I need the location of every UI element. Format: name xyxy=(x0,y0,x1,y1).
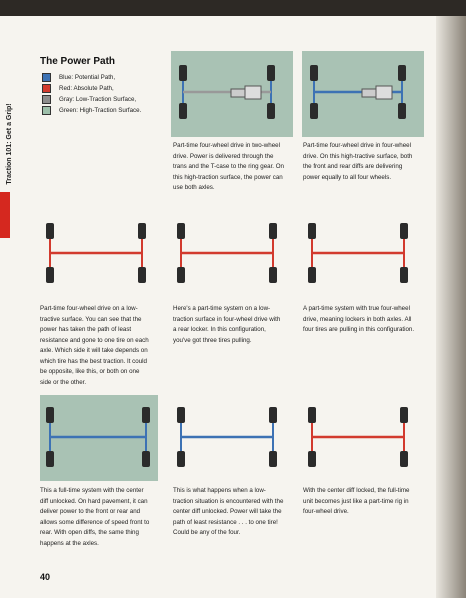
legend-item-blue xyxy=(42,72,141,83)
chapter-tab xyxy=(0,192,10,238)
caption-2: Part-time four-wheel drive in four-wheel drive. On this high-tractive surface, both the front and rear diffs are delivering power equally to all four wheels. xyxy=(303,142,413,181)
drivetrain-diagram-3 xyxy=(40,223,154,285)
page-gutter-shadow xyxy=(436,16,466,598)
caption-6: This a full-time system with the center diff unlocked. On hard pavement, it can deliver power to the front or rear and allows some difference of speed front to rear. With open diffs, the same thing happens at the axles. xyxy=(40,487,150,547)
caption-8: With the center diff locked, the full-time unit becomes just like a part-time rig in four-wheel drive. xyxy=(303,487,410,515)
drivetrain-diagram-6 xyxy=(40,407,158,469)
drivetrain-diagram-2 xyxy=(302,51,424,137)
legend-label: Green: High-Traction Surface. xyxy=(59,107,142,114)
blue-swatch xyxy=(42,73,51,82)
legend-item-gray xyxy=(42,94,141,105)
caption-4: Here's a part-time system on a low-traction surface in four-wheel drive with a rear locker. In this configuration, you've got three tires pulling. xyxy=(173,305,281,344)
drivetrain-diagram-8 xyxy=(302,407,416,469)
green-swatch xyxy=(42,106,51,115)
caption-1: Part-time four-wheel drive in two-wheel drive. Power is delivered through the trans and the T-case to the ring gear. On this high-traction surface, the power can use both axles. xyxy=(173,142,284,191)
red-swatch xyxy=(42,84,51,93)
page-number: 40 xyxy=(40,572,51,582)
caption-5: A part-time system with true four-wheel drive, meaning lockers in both axles. All four tires are pulling in this configuration. xyxy=(303,305,415,333)
legend-item-green xyxy=(42,105,141,116)
drivetrain-diagram-1 xyxy=(171,51,293,137)
legend-label: Blue: Potential Path, xyxy=(59,74,116,81)
legend-label: Gray: Low-Traction Surface, xyxy=(59,96,137,103)
caption-7: This is what happens when a low-traction situation is encountered with the center diff unlocked. Power will take the path of least resistance . . . to one tire! Could be any of the four. xyxy=(173,487,284,536)
drivetrain-diagram-5 xyxy=(302,223,416,285)
gray-swatch xyxy=(42,95,51,104)
caption-3: Part-time four-wheel drive on a low-tractive surface. You can see that the power has taken the path of least resistance and gone to one tire on each axle. Which side it will take depends on which tire has the best traction. It could be opposite, like this, or both on one side or the other. xyxy=(40,305,149,386)
legend-item-red xyxy=(42,83,141,94)
color-legend xyxy=(42,72,141,116)
running-title: Traction 101: Get a Grip! xyxy=(6,103,13,185)
drivetrain-diagram-7 xyxy=(171,407,285,469)
section-title: The Power Path xyxy=(40,56,116,67)
legend-label: Red: Absolute Path, xyxy=(59,85,114,92)
drivetrain-diagram-4 xyxy=(171,223,285,285)
